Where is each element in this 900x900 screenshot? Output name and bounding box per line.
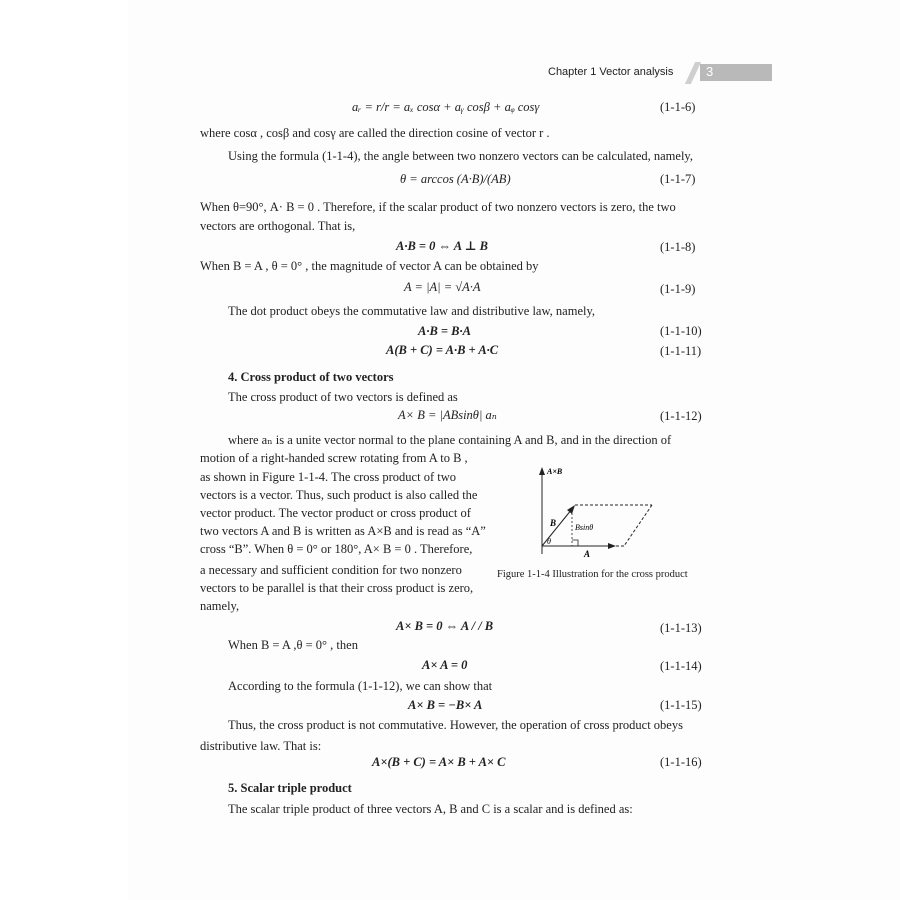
text-line: vector product. The vector product or cross product of — [200, 506, 471, 520]
text-line: vectors is a vector. Thus, such product is also called the — [200, 488, 478, 502]
equation-1-1-7: θ = arccos (A·B)/(AB) — [400, 172, 511, 186]
section-heading: 5. Scalar triple product — [228, 781, 352, 795]
text-line: The scalar triple product of three vectors A, B and C is a scalar and is defined as: — [228, 802, 633, 816]
text-line: According to the formula (1-1-12), we can show that — [228, 679, 493, 693]
equation-1-1-16: A×(B + C) = A× B + A× C — [372, 755, 506, 769]
label-theta: θ — [547, 537, 551, 546]
text-line: where cosα , cosβ and cosγ are called the direction cosine of vector r . — [200, 126, 550, 140]
text-line: where aₙ is a unite vector normal to the plane containing A and B, and in the direction of — [228, 433, 672, 447]
equation-number: (1-1-10) — [660, 324, 702, 338]
text-line: as shown in Figure 1-1-4. The cross product of two — [200, 470, 456, 484]
text-line: namely, — [200, 599, 240, 613]
section-heading: 4. Cross product of two vectors — [228, 370, 394, 384]
equation-number: (1-1-6) — [660, 100, 696, 114]
text-line: When B = A ,θ = 0° , then — [228, 638, 358, 652]
equation-number: (1-1-13) — [660, 621, 702, 635]
text-line: When θ=90°, A· B = 0 . Therefore, if the scalar product of two nonzero vectors is zero, the two — [200, 200, 676, 214]
label-b: B — [550, 518, 557, 528]
label-axb: A×B — [547, 467, 563, 476]
equation-1-1-8: A·B = 0 ⇔ A ⊥ B — [396, 239, 488, 253]
text-line: two vectors A and B is written as A×B and is read as “A” — [200, 524, 486, 538]
equation-number: (1-1-15) — [660, 698, 702, 712]
equation-1-1-13: A× B = 0 ⇔ A / / B — [396, 619, 494, 633]
figure-caption: Figure 1-1-4 Illustration for the cross product — [497, 569, 688, 580]
page-number: 3 — [706, 64, 714, 79]
equation-1-1-9: A = |A| = √A·A — [404, 280, 481, 294]
text-line: When B = A , θ = 0° , the magnitude of vector A can be obtained by — [200, 259, 539, 273]
cross-product-figure — [520, 462, 670, 562]
equation-1-1-6: aᵣ = r/r = aₓ cosα + aᵧ cosβ + aᵩ cosγ — [352, 100, 540, 114]
text-line: Using the formula (1-1-4), the angle between two nonzero vectors can be calculated, namely, — [228, 149, 693, 163]
text-line: The cross product of two vectors is defined as — [228, 390, 458, 404]
text-line: vectors are orthogonal. That is, — [200, 219, 356, 233]
equation-number: (1-1-7) — [660, 172, 696, 186]
text-line: vectors to be parallel is that their cross product is zero, — [200, 581, 474, 595]
equation-1-1-12: A× B = |ABsinθ| aₙ — [398, 408, 497, 422]
text-line: a necessary and sufficient condition for two nonzero — [200, 563, 462, 577]
equation-number: (1-1-12) — [660, 409, 702, 423]
text-line: The dot product obeys the commutative law and distributive law, namely, — [228, 304, 596, 318]
equation-1-1-10: A·B = B·A — [418, 324, 471, 338]
equation-number: (1-1-8) — [660, 240, 696, 254]
equation-number: (1-1-9) — [660, 282, 696, 296]
label-a: A — [584, 549, 591, 559]
equation-1-1-14: A× A = 0 — [422, 658, 468, 672]
equation-number: (1-1-16) — [660, 755, 702, 769]
equation-1-1-11: A(B + C) = A·B + A·C — [386, 343, 499, 357]
running-title: Chapter 1 Vector analysis — [548, 66, 674, 78]
equation-number: (1-1-14) — [660, 659, 702, 673]
label-bsin: Bsinθ — [575, 523, 594, 532]
text-line: cross “B”. When θ = 0° or 180°, A× B = 0 . Therefore, — [200, 542, 473, 556]
text-line: distributive law. That is: — [200, 739, 322, 753]
text-line: Thus, the cross product is not commutative. However, the operation of cross product obeys — [228, 718, 683, 732]
text-line: motion of a right-handed screw rotating from A to B , — [200, 451, 468, 465]
equation-number: (1-1-11) — [660, 344, 702, 358]
equation-1-1-15: A× B = −B× A — [408, 698, 483, 712]
